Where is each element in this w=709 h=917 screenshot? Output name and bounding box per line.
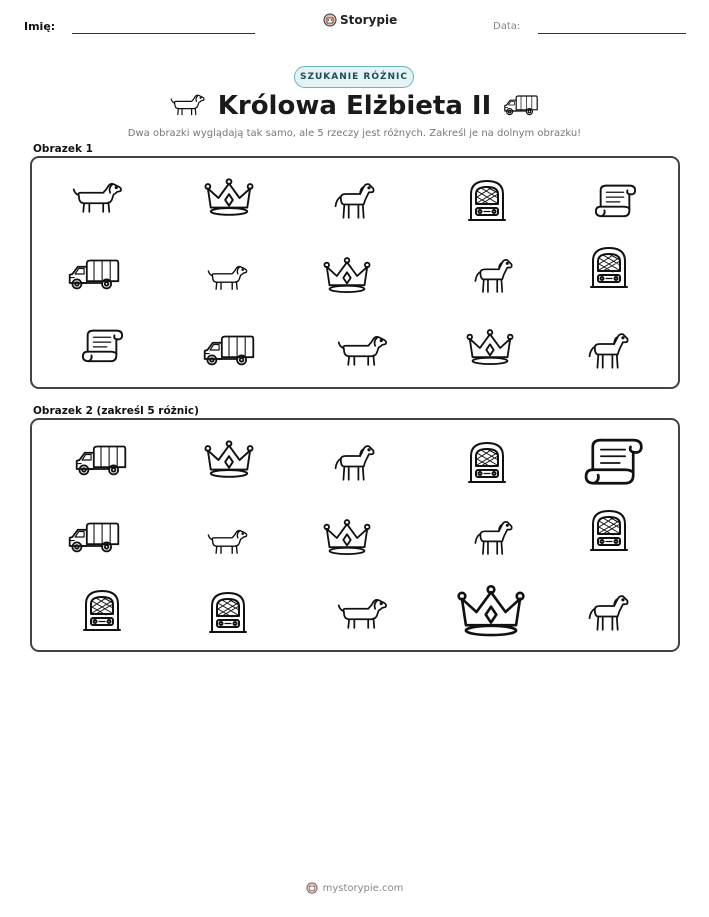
scroll-icon [593,178,637,220]
crown-icon[interactable] [324,516,370,560]
page-title: Królowa Elżbieta II [217,91,492,121]
horse-icon[interactable] [472,516,514,560]
dog-icon [170,93,206,119]
dog-icon[interactable] [337,594,389,634]
truck-icon[interactable] [74,440,128,480]
radio-icon[interactable] [205,590,251,636]
brand-logo [323,13,397,27]
truck-icon [503,93,539,119]
radio-icon[interactable] [588,508,630,554]
crown-icon[interactable] [458,582,524,642]
storypie-logo-icon [323,13,337,27]
scroll-icon[interactable] [582,432,644,486]
picture-1-panel [30,156,680,389]
dog-icon [337,331,389,371]
horse-icon[interactable] [332,442,376,484]
horse-icon [586,330,630,372]
crown-icon [324,254,370,298]
storypie-logo-icon [306,882,318,894]
radio-icon [465,178,509,224]
date-line [538,33,686,34]
crown-icon [467,328,513,368]
picture-2-panel[interactable] [30,418,680,652]
footer [0,882,709,894]
worksheet-type-badge: SZUKANIE RÓŻNIC [294,66,414,88]
truck-icon [202,330,256,370]
title-row [0,91,709,121]
picture-1-label: Obrazek 1 [33,143,93,155]
crown-icon [205,178,253,218]
date-label: Data: [493,21,521,32]
footer-url: mystorypie.com [322,882,404,894]
crown-icon[interactable] [205,438,253,482]
truck-icon[interactable] [67,516,121,558]
horse-icon [332,180,376,222]
truck-icon [67,253,121,295]
name-label: Imię: [24,20,56,33]
dog-icon [72,178,124,218]
dog-icon [207,258,249,298]
instructions: Dwa obrazki wyglądają tak samo, ale 5 rzeczy jest różnych. Zakreśl je na dolnym obrazku! [127,128,582,139]
radio-icon[interactable] [80,588,124,634]
picture-2-label: Obrazek 2 (zakreśl 5 różnic) [33,405,199,417]
horse-icon [472,254,514,298]
horse-icon[interactable] [586,592,630,634]
scroll-icon [80,324,124,364]
radio-icon[interactable] [465,440,509,486]
brand-name: Storypie [340,13,398,27]
dog-icon[interactable] [207,522,249,562]
name-line [72,33,255,34]
radio-icon [588,245,630,291]
